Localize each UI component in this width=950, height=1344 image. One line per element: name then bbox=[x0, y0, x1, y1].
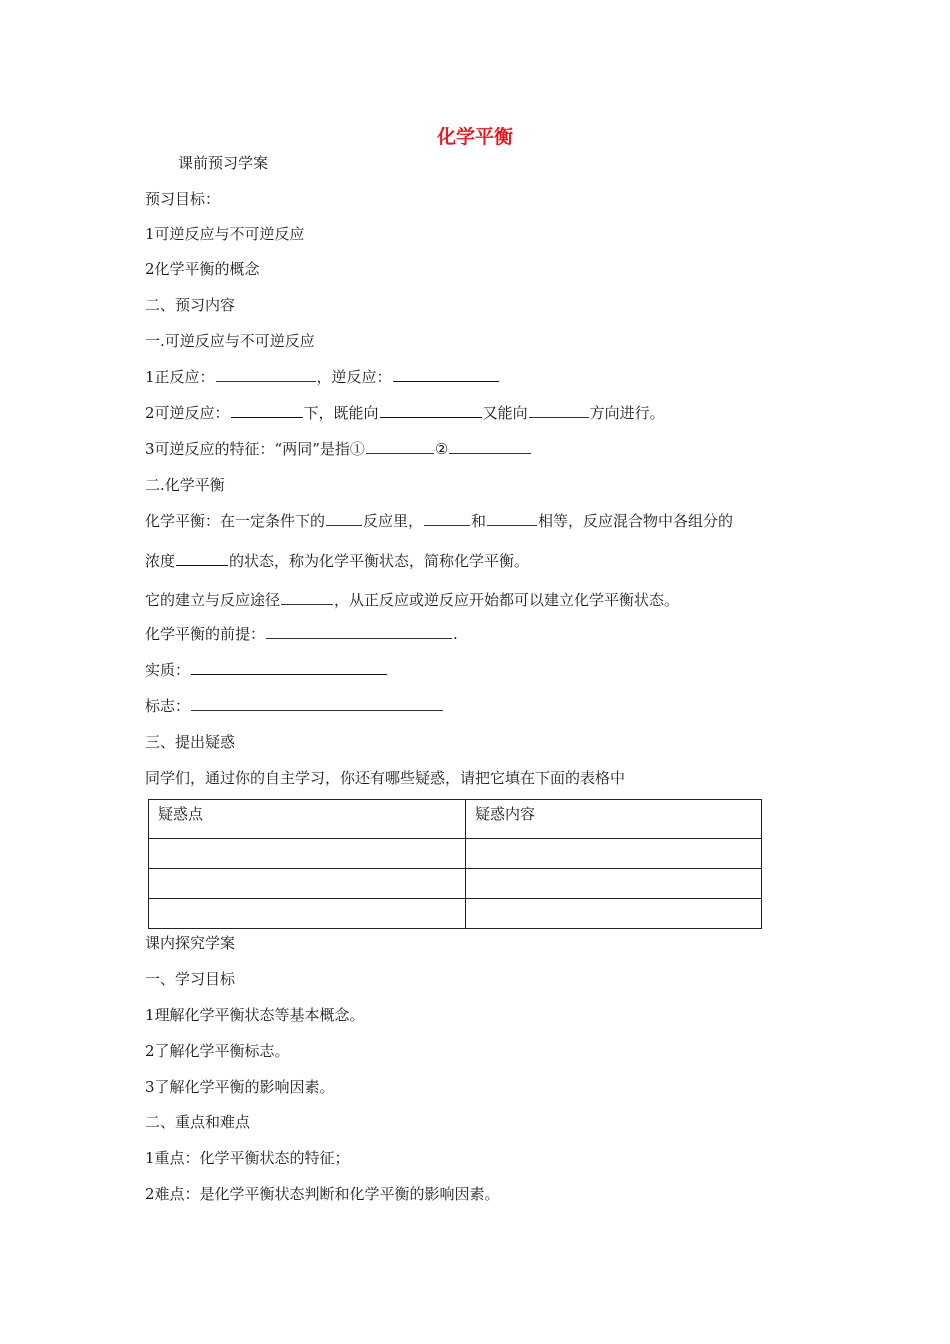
essence-line bbox=[145, 659, 388, 681]
doubt-table bbox=[148, 799, 762, 929]
definition-text: 浓度 bbox=[145, 552, 176, 570]
section-heading: 二、预习内容 bbox=[145, 296, 236, 314]
goal-item: 1理解化学平衡状态等基本概念。 bbox=[145, 1006, 365, 1024]
question-text: 3可逆反应的特征：“两同”是指① bbox=[145, 440, 365, 458]
question-text: ② bbox=[434, 440, 449, 458]
section-heading: 一、学习目标 bbox=[145, 970, 236, 988]
inclass-heading: 课内探究学案 bbox=[145, 934, 236, 952]
table-cell[interactable] bbox=[149, 869, 466, 899]
question-text: 1正反应： bbox=[145, 368, 215, 386]
table-header-row bbox=[149, 800, 762, 839]
question-1 bbox=[145, 366, 500, 388]
question-text: 方向进行。 bbox=[589, 404, 665, 422]
fill-blank[interactable] bbox=[326, 511, 362, 526]
definition-line bbox=[145, 550, 529, 572]
question-2 bbox=[145, 402, 665, 424]
fill-blank[interactable] bbox=[380, 403, 482, 418]
subsection-heading: 二.化学平衡 bbox=[145, 476, 225, 494]
sign-line bbox=[145, 695, 444, 717]
table-cell[interactable] bbox=[466, 839, 762, 869]
goal-item: 3了解化学平衡的影响因素。 bbox=[145, 1078, 335, 1096]
premise-line bbox=[145, 623, 458, 645]
goal-item: 2了解化学平衡标志。 bbox=[145, 1042, 290, 1060]
goal-item: 2化学平衡的概念 bbox=[145, 260, 260, 278]
essence-text: 实质： bbox=[145, 661, 191, 679]
doubt-instruction: 同学们，通过你的自主学习，你还有哪些疑惑，请把它填在下面的表格中 bbox=[145, 769, 626, 787]
fill-blank[interactable] bbox=[529, 403, 589, 418]
path-text: ，从正反应或逆反应开始都可以建立化学平衡状态。 bbox=[334, 591, 680, 609]
table-header-cell: 疑惑内容 bbox=[466, 800, 762, 839]
question-3 bbox=[145, 438, 532, 460]
definition-text: 相等，反应混合物中各组分的 bbox=[538, 512, 734, 530]
table-row bbox=[149, 869, 762, 899]
fill-blank[interactable] bbox=[487, 511, 537, 526]
premise-text: . bbox=[453, 625, 458, 643]
path-line bbox=[145, 589, 679, 611]
definition-text: 和 bbox=[471, 512, 487, 530]
table-cell[interactable] bbox=[149, 839, 466, 869]
key-point: 2难点：是化学平衡状态判断和化学平衡的影响因素。 bbox=[145, 1185, 500, 1203]
table-cell[interactable] bbox=[466, 899, 762, 929]
table-row bbox=[149, 839, 762, 869]
question-text: 下，既能向 bbox=[303, 404, 379, 422]
fill-blank[interactable] bbox=[366, 439, 434, 454]
premise-text: 化学平衡的前提： bbox=[145, 625, 266, 643]
fill-blank[interactable] bbox=[281, 590, 333, 605]
definition-text: 化学平衡：在一定条件下的 bbox=[145, 512, 326, 530]
page-title: 化学平衡 bbox=[436, 126, 513, 148]
fill-blank[interactable] bbox=[176, 551, 228, 566]
definition-line bbox=[145, 510, 733, 532]
preview-heading: 课前预习学案 bbox=[178, 154, 269, 172]
path-text: 它的建立与反应途径 bbox=[145, 591, 281, 609]
sign-text: 标志： bbox=[145, 697, 191, 715]
fill-blank[interactable] bbox=[191, 696, 443, 711]
table-row bbox=[149, 899, 762, 929]
section-heading: 二、重点和难点 bbox=[145, 1113, 251, 1131]
table-cell[interactable] bbox=[149, 899, 466, 929]
section-heading: 三、提出疑惑 bbox=[145, 733, 236, 751]
fill-blank[interactable] bbox=[191, 660, 387, 675]
table-cell[interactable] bbox=[466, 869, 762, 899]
question-text: 又能向 bbox=[482, 404, 528, 422]
goal-item: 1可逆反应与不可逆反应 bbox=[145, 225, 305, 243]
fill-blank[interactable] bbox=[231, 403, 303, 418]
subsection-heading: 一.可逆反应与不可逆反应 bbox=[145, 332, 315, 350]
definition-text: 的状态，称为化学平衡状态，简称化学平衡。 bbox=[229, 552, 530, 570]
goals-label: 预习目标： bbox=[145, 190, 221, 208]
question-text: 2可逆反应： bbox=[145, 404, 230, 422]
fill-blank[interactable] bbox=[393, 367, 499, 382]
fill-blank[interactable] bbox=[449, 439, 531, 454]
definition-text: 反应里， bbox=[363, 512, 424, 530]
fill-blank[interactable] bbox=[424, 511, 470, 526]
question-text: ，逆反应： bbox=[316, 368, 392, 386]
fill-blank[interactable] bbox=[216, 367, 316, 382]
key-point: 1重点：化学平衡状态的特征； bbox=[145, 1149, 350, 1167]
table-header-cell: 疑惑点 bbox=[149, 800, 466, 839]
fill-blank[interactable] bbox=[266, 624, 452, 639]
